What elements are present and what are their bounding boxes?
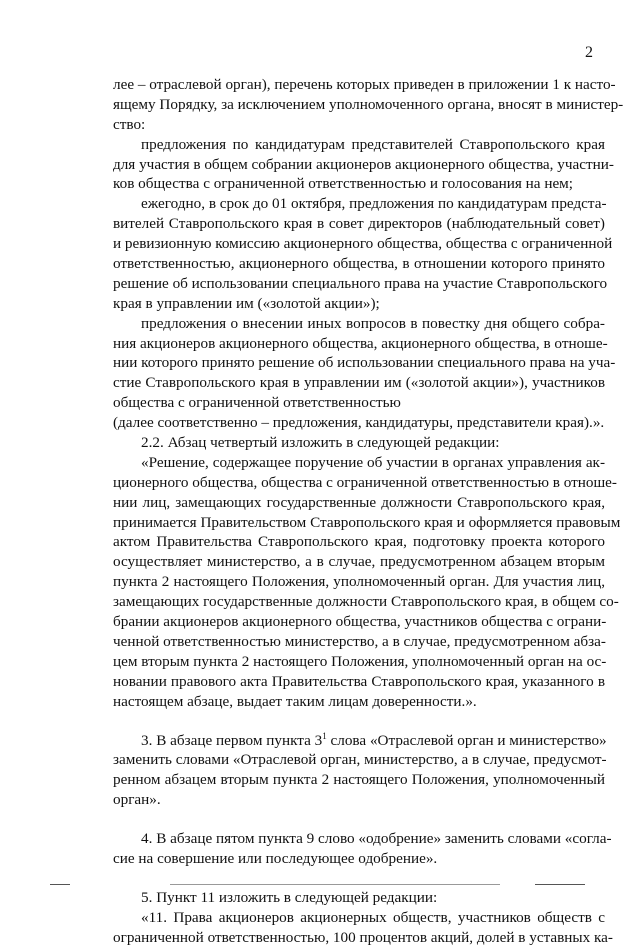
text-line: ежегодно, в срок до 01 октября, предложения по кандидатурам предста-: [141, 195, 607, 213]
text-line: цем вторым пункта 2 настоящего Положения, уполномоченный орган на ос-: [113, 652, 607, 670]
text-line: ящему Порядку, за исключением уполномоченного органа, вносят в министер-: [113, 95, 624, 113]
text-line: актом Правительства Ставропольского края, подготовку проекта которого: [113, 533, 605, 551]
text-line: предложения о внесении иных вопросов в повестку дня общего собра-: [141, 314, 605, 332]
text-line: нии лиц, замещающих государственные должности Ставропольского края,: [113, 493, 605, 511]
text-line: и ревизионную комиссию акционерного общества, общества с ограниченной: [113, 235, 613, 253]
document-body: [113, 75, 624, 948]
text-line: осуществляет министерство, а в случае, предусмотренном абзацем вторым: [113, 553, 605, 571]
text-line: нии которого принято решение об использовании специального права на уча-: [113, 354, 616, 372]
text-line: «Решение, содержащее поручение об участии в органах управления ак-: [141, 453, 605, 471]
text-line: общества с ограниченной ответственностью: [113, 394, 401, 412]
page-number: 2: [585, 44, 593, 61]
text-line: «11. Права акционеров акционерных обществ, участников обществ с: [141, 908, 605, 926]
paragraph-gap: [113, 810, 605, 829]
text-line: принимается Правительством Ставропольского края и оформляется правовым: [113, 513, 621, 531]
text-line: брании акционеров акционерного общества, участников общества с ограни-: [113, 613, 607, 631]
text-line: ограниченной ответственностью, 100 процентов акций, долей в уставных ка-: [113, 928, 613, 946]
text-line: 3. В абзаце первом пункта $3^1$ слова «Отраслевой орган и министерство»: [141, 730, 607, 749]
text-line: 2.2. Абзац четвертый изложить в следующей редакции:: [141, 434, 500, 452]
text-line: замещающих государственные должности Ставропольского края, в общем со-: [113, 593, 619, 611]
text-line: (далее соответственно – предложения, кандидатуры, представители края).».: [113, 414, 605, 432]
text-line: новании правового акта Правительства Ставропольского края, указанного в: [113, 672, 605, 690]
text-line: ство:: [113, 115, 146, 133]
text-line: предложения по кандидатурам представителей Ставропольского края: [141, 135, 605, 153]
text-line: орган».: [113, 791, 161, 809]
text-line: решение об использовании специального права на участие Ставропольского: [113, 274, 608, 292]
text-line: вителей Ставропольского края в совет директоров (наблюдательный совет): [113, 215, 605, 233]
text-line: ционерного общества, общества с ограниченной ответственностью в отноше-: [113, 473, 617, 491]
text-line: ответственностью, акционерного общества, в отношении которого принято: [113, 255, 605, 273]
text-line: ков общества с ограниченной ответственностью и голосования на нем;: [113, 175, 574, 193]
scan-edge-marks: [0, 880, 634, 890]
text-line: ренном абзацем вторым пункта 2 настоящего Положения, уполномоченный: [113, 771, 605, 789]
text-line: заменить словами «Отраслевой орган, министерство, а в случае, предусмот-: [113, 751, 607, 769]
text-line: ченной ответственностью министерство, а в случае, предусмотренном абза-: [113, 632, 606, 650]
text-line: сие на совершение или последующее одобрение».: [113, 849, 438, 867]
text-line: 4. В абзаце пятом пункта 9 слово «одобрение» заменить словами «согла-: [141, 830, 612, 848]
text-line: стие Ставропольского края в управлении им («золотой акции»), участников: [113, 374, 605, 392]
text-line: 5. Пункт 11 изложить в следующей редакции:: [141, 888, 438, 906]
text-line: настоящем абзаце, выдает таким лицам доверенности.».: [113, 692, 477, 710]
text-line: края в управлении им («золотой акции»);: [113, 294, 380, 312]
text-line: пункта 2 настоящего Положения, уполномоченный орган. Для участия лиц,: [113, 573, 605, 591]
text-line: лее – отраслевой орган), перечень которых приведен в приложении 1 к насто-: [113, 76, 616, 93]
paragraph-gap: [113, 712, 605, 731]
text-line: для участия в общем собрании акционеров акционерного общества, участни-: [113, 155, 614, 173]
text-line: ния акционеров акционерного общества, акционерного общества, в отноше-: [113, 334, 608, 352]
